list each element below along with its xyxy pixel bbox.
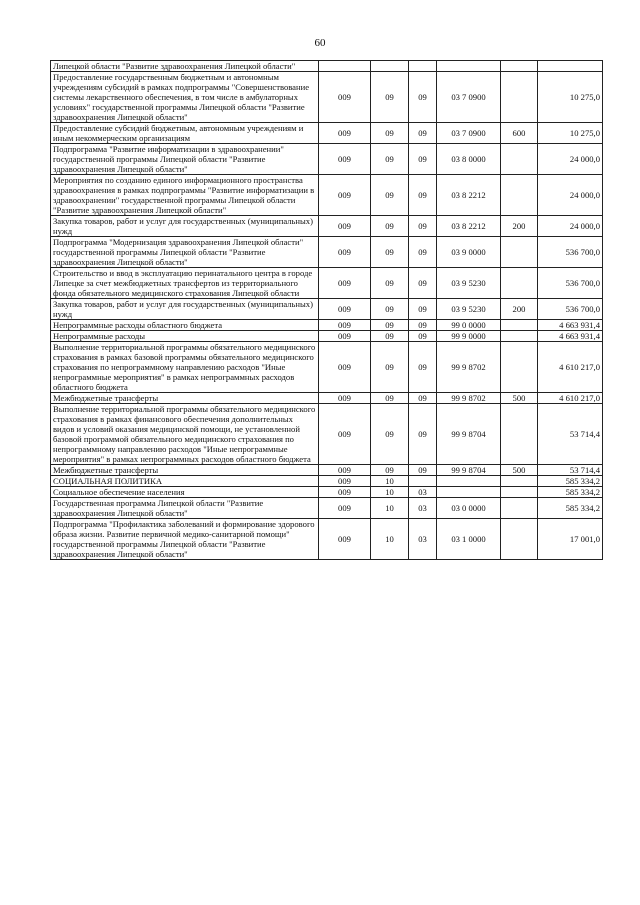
amount-cell: 24 000,0 [538,175,603,216]
subsection-code-cell: 09 [409,331,437,342]
expense-type-cell [501,342,538,393]
table-row [51,342,603,393]
expense-type-cell: 600 [501,123,538,144]
expense-type-cell [501,519,538,560]
table-row [51,268,603,299]
table-row [51,123,603,144]
subsection-code-cell: 09 [409,404,437,465]
article-code-cell: 03 9 0000 [437,237,501,268]
expense-type-cell: 200 [501,216,538,237]
ministry-code-cell: 009 [319,342,371,393]
section-code-cell: 09 [371,72,409,123]
table-row [51,72,603,123]
table-row [51,331,603,342]
row-name-cell: СОЦИАЛЬНАЯ ПОЛИТИКА [51,476,319,487]
section-code-cell: 09 [371,320,409,331]
section-code-cell: 10 [371,519,409,560]
section-code-cell: 09 [371,237,409,268]
section-code-cell: 09 [371,331,409,342]
article-code-cell [437,476,501,487]
article-code-cell: 99 9 8702 [437,342,501,393]
table-row [51,487,603,498]
amount-cell: 536 700,0 [538,268,603,299]
ministry-code-cell: 009 [319,465,371,476]
amount-cell: 4 663 931,4 [538,320,603,331]
expense-type-cell [501,175,538,216]
subsection-code-cell: 09 [409,175,437,216]
article-code-cell: 99 0 0000 [437,320,501,331]
amount-cell: 4 610 217,0 [538,342,603,393]
amount-cell: 4 663 931,4 [538,331,603,342]
table-row [51,476,603,487]
ministry-code-cell: 009 [319,237,371,268]
table-row [51,299,603,320]
article-code-cell: 99 9 8702 [437,393,501,404]
row-name-cell: Непрограммные расходы областного бюджета [51,320,319,331]
row-name-cell: Социальное обеспечение населения [51,487,319,498]
row-name-cell: Подпрограмма "Модернизация здравоохранения Липецкой области" государственной программы Липецкой области "Развитие здравоохранения Липецкой области" [51,237,319,268]
expense-type-cell: 500 [501,393,538,404]
ministry-code-cell: 009 [319,216,371,237]
ministry-code-cell: 009 [319,487,371,498]
subsection-code-cell: 09 [409,320,437,331]
ministry-code-cell: 009 [319,175,371,216]
article-code-cell: 03 8 0000 [437,144,501,175]
amount-cell: 17 001,0 [538,519,603,560]
subsection-code-cell: 09 [409,123,437,144]
article-code-cell [437,61,501,72]
subsection-code-cell: 03 [409,498,437,519]
ministry-code-cell: 009 [319,268,371,299]
expense-type-cell [501,320,538,331]
section-code-cell: 10 [371,476,409,487]
subsection-code-cell: 09 [409,299,437,320]
ministry-code-cell: 009 [319,476,371,487]
ministry-code-cell: 009 [319,299,371,320]
table-row [51,216,603,237]
expense-type-cell [501,237,538,268]
budget-table [50,60,603,560]
expense-type-cell [501,476,538,487]
table-row [51,393,603,404]
row-name-cell: Межбюджетные трансферты [51,393,319,404]
amount-cell: 585 334,2 [538,498,603,519]
table-row [51,237,603,268]
table-row [51,175,603,216]
amount-cell: 585 334,2 [538,487,603,498]
expense-type-cell [501,487,538,498]
table-body [51,61,603,560]
subsection-code-cell: 03 [409,519,437,560]
article-code-cell: 03 8 2212 [437,216,501,237]
section-code-cell: 10 [371,498,409,519]
amount-cell: 10 275,0 [538,123,603,144]
expense-type-cell [501,72,538,123]
article-code-cell: 03 9 5230 [437,268,501,299]
ministry-code-cell: 009 [319,404,371,465]
article-code-cell: 03 7 0900 [437,123,501,144]
subsection-code-cell: 09 [409,465,437,476]
ministry-code-cell: 009 [319,123,371,144]
row-name-cell: Межбюджетные трансферты [51,465,319,476]
article-code-cell: 03 1 0000 [437,519,501,560]
row-name-cell: Подпрограмма "Профилактика заболеваний и формирование здорового образа жизни. Развитие первичной медико-санитарной помощи" государственной программы Липецкой области "Развитие здравоохранения Липецкой области" [51,519,319,560]
subsection-code-cell: 09 [409,72,437,123]
section-code-cell: 09 [371,268,409,299]
expense-type-cell [501,331,538,342]
expense-type-cell: 200 [501,299,538,320]
table-row [51,498,603,519]
article-code-cell: 03 0 0000 [437,498,501,519]
row-name-cell: Липецкой области "Развитие здравоохранения Липецкой области" [51,61,319,72]
expense-type-cell: 500 [501,465,538,476]
row-name-cell: Подпрограмма "Развитие информатизации в здравоохранении" государственной программы Липецкой области "Развитие здравоохранения Липецкой области" [51,144,319,175]
ministry-code-cell: 009 [319,393,371,404]
article-code-cell [437,487,501,498]
section-code-cell: 09 [371,144,409,175]
table-row [51,144,603,175]
ministry-code-cell: 009 [319,144,371,175]
ministry-code-cell [319,61,371,72]
amount-cell: 24 000,0 [538,216,603,237]
subsection-code-cell: 09 [409,393,437,404]
article-code-cell: 99 9 8704 [437,465,501,476]
row-name-cell: Закупка товаров, работ и услуг для государственных (муниципальных) нужд [51,216,319,237]
subsection-code-cell [409,61,437,72]
row-name-cell: Непрограммные расходы [51,331,319,342]
row-name-cell: Закупка товаров, работ и услуг для государственных (муниципальных) нужд [51,299,319,320]
row-name-cell: Выполнение территориальной программы обязательного медицинского страхования в рамках базовой программы обязательного медицинского страхования по непрограммному направлению расходов "Иные непрограммные мероприятия" в рамках непрограммных расходов областного бюджета [51,342,319,393]
section-code-cell: 09 [371,123,409,144]
table-row [51,519,603,560]
section-code-cell: 09 [371,465,409,476]
ministry-code-cell: 009 [319,320,371,331]
amount-cell: 24 000,0 [538,144,603,175]
ministry-code-cell: 009 [319,72,371,123]
subsection-code-cell: 09 [409,268,437,299]
row-name-cell: Государственная программа Липецкой области "Развитие здравоохранения Липецкой области" [51,498,319,519]
subsection-code-cell: 09 [409,237,437,268]
section-code-cell: 09 [371,342,409,393]
amount-cell: 536 700,0 [538,237,603,268]
subsection-code-cell: 03 [409,487,437,498]
article-code-cell: 03 7 0900 [437,72,501,123]
section-code-cell: 09 [371,404,409,465]
section-code-cell: 09 [371,216,409,237]
row-name-cell: Строительство и ввод в эксплуатацию перинатального центра в городе Липецке за счет межбюджетных трансфертов из территориального фонда обязательного медицинского страхования Липецкой области [51,268,319,299]
section-code-cell: 10 [371,487,409,498]
amount-cell: 536 700,0 [538,299,603,320]
amount-cell: 10 275,0 [538,72,603,123]
subsection-code-cell: 09 [409,342,437,393]
expense-type-cell [501,498,538,519]
section-code-cell [371,61,409,72]
table-row [51,465,603,476]
table-row [51,404,603,465]
article-code-cell: 99 9 0000 [437,331,501,342]
expense-type-cell [501,144,538,175]
table-row [51,320,603,331]
row-name-cell: Выполнение территориальной программы обязательного медицинского страхования в рамках финансового обеспечения дополнительных видов и условий оказания медицинской помощи, не установленной базовой программой обязательного медицинского страхования по непрограммному направлению расходов "Иные непрограммные мероприятия" в рамках непрограммных расходов областного бюджета [51,404,319,465]
expense-type-cell [501,404,538,465]
article-code-cell: 99 9 8704 [437,404,501,465]
section-code-cell: 09 [371,393,409,404]
row-name-cell: Предоставление субсидий бюджетным, автономным учреждениям и иным некоммерческим организациям [51,123,319,144]
subsection-code-cell: 09 [409,144,437,175]
subsection-code-cell: 09 [409,216,437,237]
amount-cell: 53 714,4 [538,465,603,476]
page-number: 60 [314,37,326,49]
article-code-cell: 03 9 5230 [437,299,501,320]
row-name-cell: Предоставление государственным бюджетным и автономным учреждениям субсидий в рамках подпрограммы "Совершенствование системы лекарственного обеспечения, в том числе в амбулаторных условиях" государственной программы Липецкой области "Развитие здравоохранения Липецкой области" [51,72,319,123]
amount-cell [538,61,603,72]
section-code-cell: 09 [371,175,409,216]
row-name-cell: Мероприятия по созданию единого информационного пространства здравоохранения в рамках подпрограммы "Развитие информатизации в здравоохранении" государственной программы Липецкой области "Развитие здравоохранения Липецкой области" [51,175,319,216]
ministry-code-cell: 009 [319,498,371,519]
ministry-code-cell: 009 [319,519,371,560]
amount-cell: 53 714,4 [538,404,603,465]
subsection-code-cell [409,476,437,487]
ministry-code-cell: 009 [319,331,371,342]
section-code-cell: 09 [371,299,409,320]
amount-cell: 4 610 217,0 [538,393,603,404]
expense-type-cell [501,61,538,72]
amount-cell: 585 334,2 [538,476,603,487]
expense-type-cell [501,268,538,299]
table-row [51,61,603,72]
article-code-cell: 03 8 2212 [437,175,501,216]
